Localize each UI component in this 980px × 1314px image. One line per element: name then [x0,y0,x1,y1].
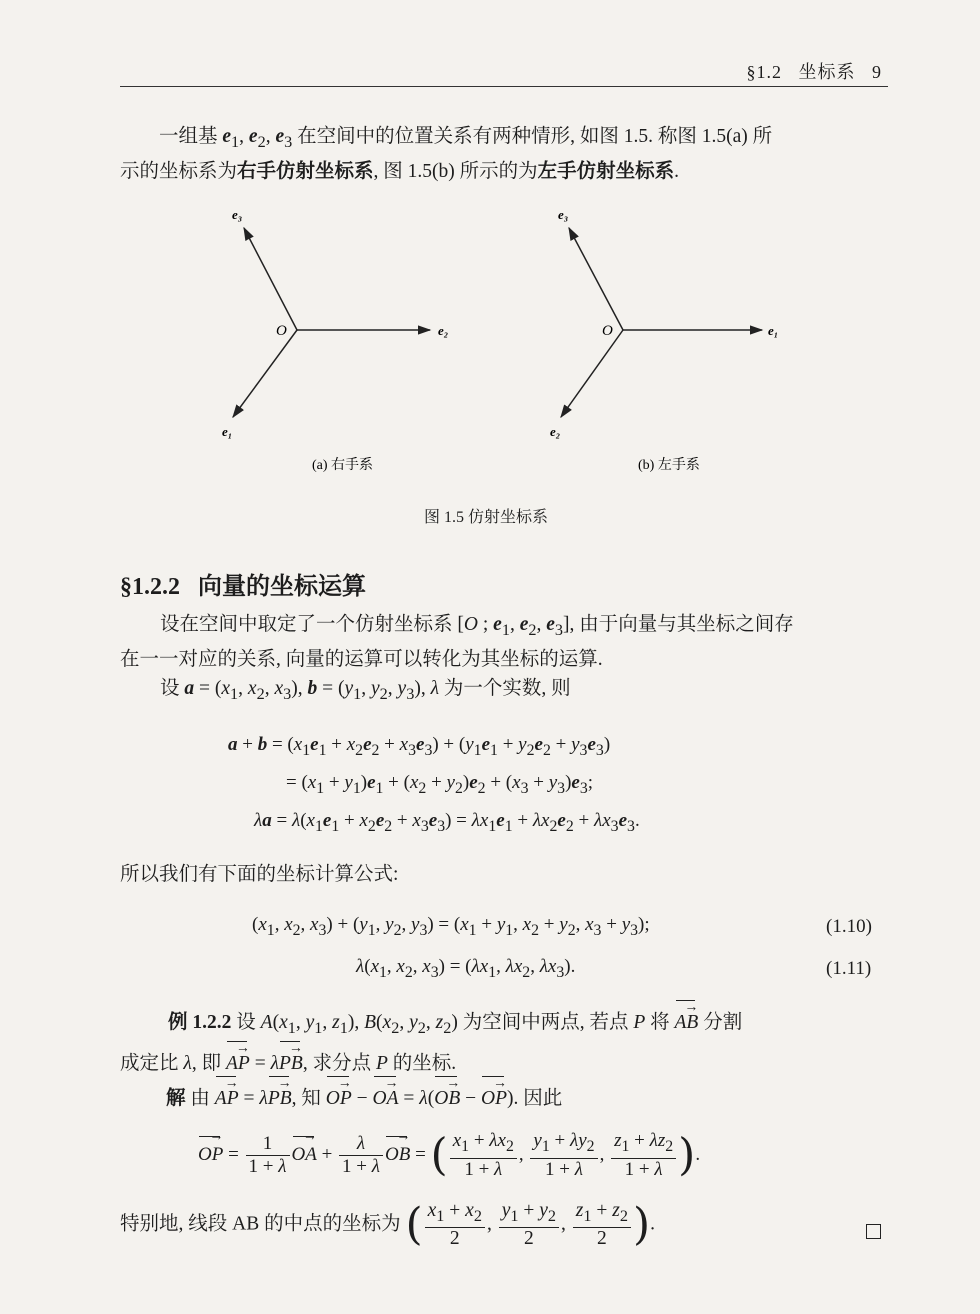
example-line-1: 例 1.2.2 设 $A(x_1$, $y_1$, $z_1$), $B(x_2$, $y_2$, $z_2$) 为空间中两点, 若点 P 将 AB → 分割 [120,1008,890,1043]
equation-number-1-10: (1.10) [826,916,872,937]
header-rule [120,86,888,87]
caption-a: (a) 右手系 [312,458,374,473]
figure-caption: 图 1.5 仿射坐标系 [424,509,549,526]
paragraph-vector-defs: 设 $a = (x_1$, $x_2$, $x_3$), $b = (y_1$, $y_2$, $y_3$), λ 为一个实数, 则 [160,678,571,703]
origin-label-right: O [602,323,613,339]
equation-number-1-11: (1.11) [826,958,872,979]
equation-1-10: ($x_1$, $x_2$, $x_3) + (y_1$, $y_2$, $y_3) = (x_1 + y_1$, $x_2 + y_2$, $x_3 + y_3$); [252,914,650,939]
label-e3-left: e₃ [232,207,243,222]
label-e1-right: e₁ [768,323,779,338]
section-number: §1.2.2 [120,574,180,600]
running-header [120,58,888,84]
intro-paragraph [120,122,890,187]
midpoint-line: 特别地, 线段 AB 的中点的坐标为 ( $\frac{x_1 + x_2}{2}$ , $\frac{y_1 + y_2}{2}$ , $\frac{z_1 + z_2}{2}$ ). [120,1198,655,1250]
equation-1-11: $\lambda(x_1$, $x_2$, $x_3) = (\lambda x_1$, $\lambda x_2$, $\lambda x_3$). [356,956,576,981]
caption-b: (b) 左手系 [638,458,700,473]
label-e3-right: e₃ [558,207,569,222]
intro-line-1: 一组基 $e_1$, $e_2$, $e_3$ 在空间中的位置关系有两种情形, 如图 1.5. 称图 1.5(a) 所 [159,126,773,151]
vector-e2-right [561,330,623,417]
section-heading [120,566,366,601]
para1-line-1: 设在空间中取定了一个仿射坐标系 [O ; $e_1$, $e_2$, $e_3$], 由于向量与其坐标之间存 [160,614,794,639]
vector-e3-right [569,228,623,330]
example-line-2: 成定比 λ, 即 AP → = λPB →, 求分点 P 的坐标. [120,1049,890,1079]
origin-label-left: O [276,323,287,339]
header-section-ref: §1.2 [746,62,782,82]
paragraph-coordinate-intro [120,610,890,675]
solution-line: 解 由 AP → = λPB →, 知 OP → − OA → = λ(OB → − OP →). 因此 [166,1084,562,1114]
example-label: 例 1.2.2 [168,1012,232,1033]
equation-op: OP → = $\frac{1}{1 + \lambda}$ OA → + $\frac{\lambda}{1 + \lambda}$ OB → = ( $\frac{x_1 + \lambda x_2}{1 + \lambda}$ , $\frac{y_1 + \lambda y_2}{1 + \lambda}$ , $\frac{z_1 + \lambda z_2}{1 + \lambda}$ ). [198,1130,700,1181]
figure-affine-frames [200,195,780,485]
intro-line-2: 示的坐标系为右手仿射坐标系, 图 1.5(b) 所示的为左手仿射坐标系. [120,160,680,182]
diagram-left-handed [550,207,778,473]
page-number: 9 [872,62,882,82]
header-right [747,58,883,84]
equation-sum-line-2: = $(x_1 + y_1)e_1 + (x_2 + y_2)e_2 + (x_3 + y_3)e_3$; [286,772,594,797]
formulas-intro: 所以我们有下面的坐标计算公式: [120,864,399,885]
equation-sum-line-1: $a + b = (x_1e_1 + x_2e_2 + x_3e_3) + (y_1e_1 + y_2e_2 + y_3e_3)$ [228,734,611,759]
label-e1-left: e₁ [222,424,233,439]
vector-e1-left [233,330,297,417]
term-right-handed: 右手仿射坐标系 [237,160,374,182]
section-title: 向量的坐标运算 [198,574,366,600]
qed-square-icon [866,1224,881,1239]
equation-scalar: $\lambda a = \lambda(x_1e_1 + x_2e_2 + x_3e_3) = \lambda x_1e_1 + \lambda x_2e_2 + \lambda x_3e_3$. [254,810,640,835]
header-section-title: 坐标系 [798,62,856,82]
para1-line-2: 在一一对应的关系, 向量的运算可以转化为其坐标的运算. [120,648,603,670]
solution-label: 解 [166,1088,186,1109]
label-e2-right: e₂ [550,424,561,439]
vector-e3-left [244,228,297,330]
label-e2-left: e₂ [438,323,449,338]
term-left-handed: 左手仿射坐标系 [537,160,675,182]
diagram-right-handed [222,207,448,473]
